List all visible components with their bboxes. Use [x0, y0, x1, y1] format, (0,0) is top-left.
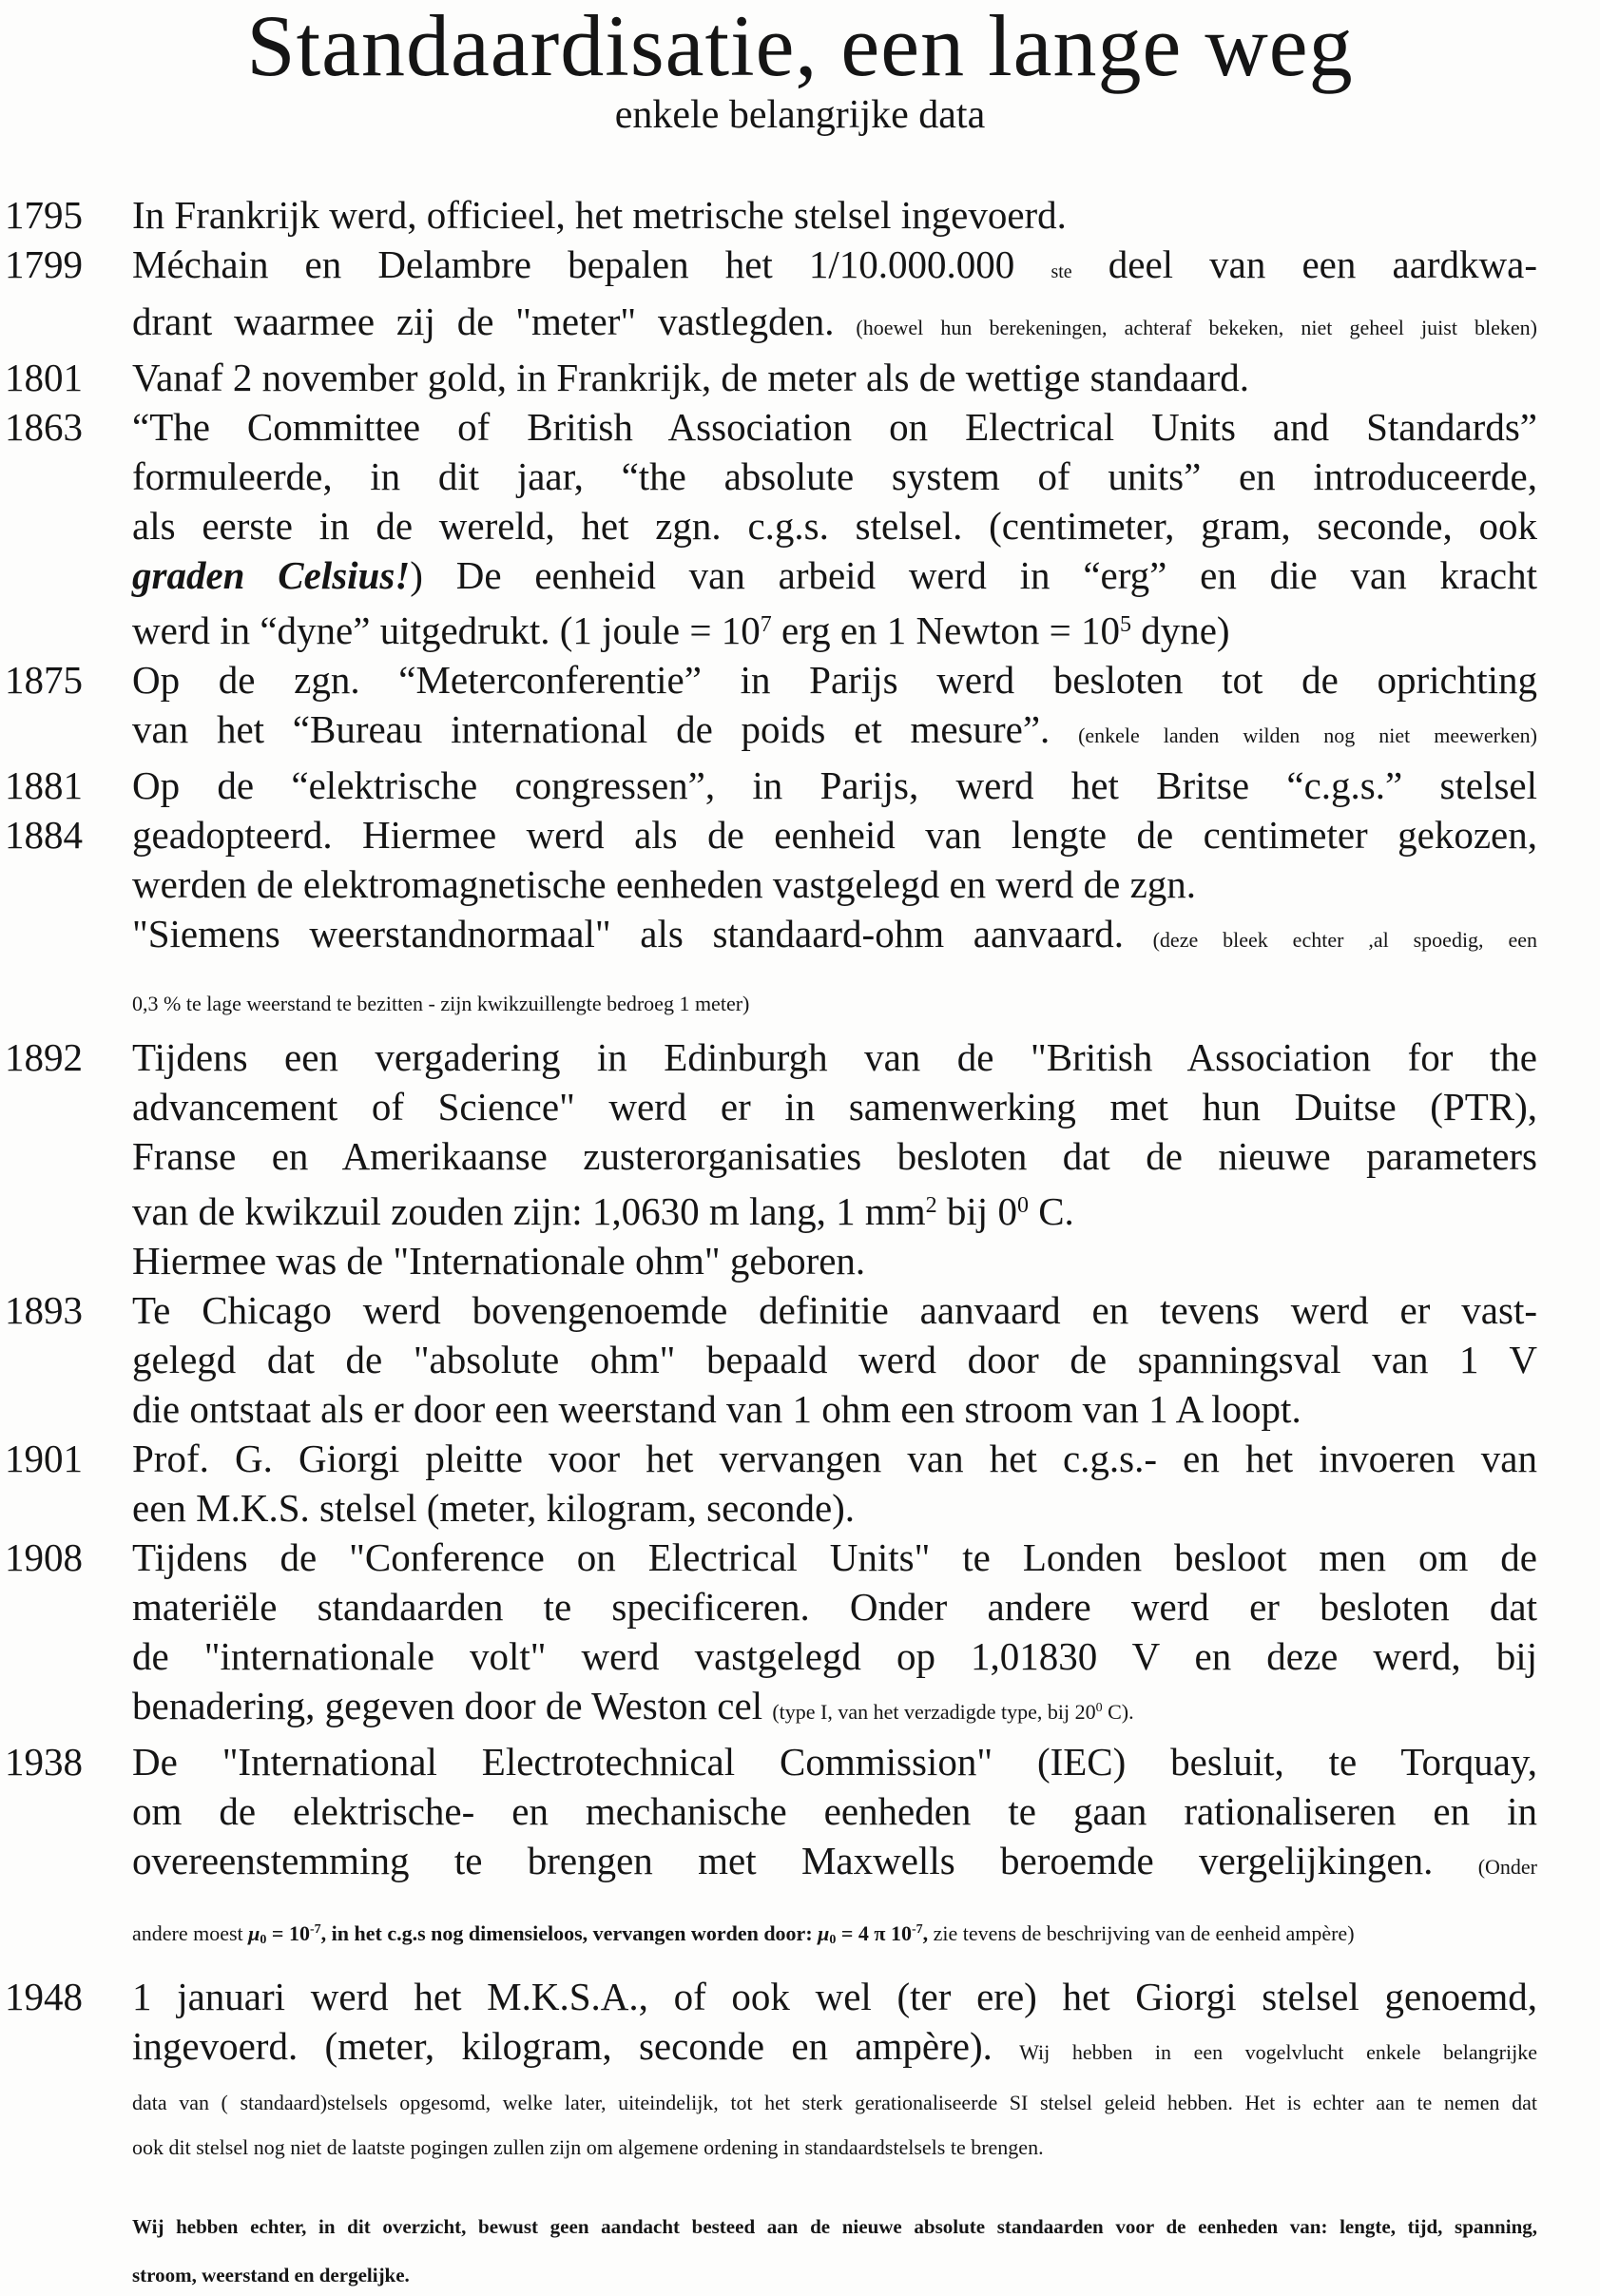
- timeline-line: [0, 2077, 1600, 2122]
- timeline-entry-1893: [0, 1285, 1600, 1335]
- year-label: [0, 1082, 132, 1131]
- text-segment: C.: [1028, 1189, 1074, 1234]
- timeline-line: [0, 297, 1600, 353]
- year-label: 1881: [5, 763, 83, 808]
- year-label: [0, 976, 132, 1025]
- text-segment: (Onder: [1477, 1855, 1537, 1880]
- document-header: [0, 0, 1600, 137]
- year-label: [0, 2248, 132, 2296]
- text-segment: deel van een aardkwa-: [1071, 242, 1538, 287]
- text-segment: gelegd dat de "absolute ohm" bepaald werd door de spanningsval van 1 V: [132, 1338, 1537, 1382]
- year-label: [0, 1582, 132, 1631]
- line-text: [132, 2248, 1600, 2296]
- timeline-entry-1938: [0, 1737, 1600, 1786]
- year-label: 1948: [5, 1975, 83, 2019]
- line-text: [132, 1972, 1600, 2021]
- year-label: 1893: [5, 1288, 83, 1333]
- text-segment: dyne): [1130, 608, 1230, 653]
- timeline-entry-1881: [0, 761, 1600, 810]
- text-segment: ook dit stelsel nog niet de laatste pogingen zullen zijn om algemene ordening in standaardstelsels te brengen.: [132, 2135, 1044, 2160]
- text-segment: C).: [1102, 1700, 1134, 1725]
- line-text: [132, 190, 1600, 240]
- year-label: [0, 859, 132, 909]
- text-segment: die ontstaat als er door een weerstand van 1 ohm een stroom van 1 A loopt.: [132, 1387, 1301, 1432]
- year-label: 1801: [5, 356, 83, 400]
- year-label: [0, 1131, 132, 1181]
- line-text: [132, 1483, 1600, 1533]
- text-segment: bij 0: [936, 1189, 1017, 1234]
- line-text: [132, 2021, 1600, 2077]
- year-label: 1892: [5, 1035, 83, 1080]
- timeline-line: [0, 600, 1600, 655]
- timeline-line: [0, 2199, 1600, 2248]
- text-segment: erg en 1 Newton = 10: [771, 608, 1120, 653]
- text-segment: “The Committee of British Association on Electrical Units and Standards”: [132, 405, 1537, 450]
- text-segment: Tijdens de "Conference on Electrical Units" te Londen besloot men om de: [132, 1535, 1537, 1580]
- text-segment: drant waarmee zij de "meter" vastlegden.: [132, 299, 857, 344]
- text-segment: werden de elektromagnetische eenheden vastgelegd en werd de zgn.: [132, 862, 1197, 907]
- text-segment: = 4 π 10: [836, 1921, 912, 1946]
- text-segment: Prof. G. Giorgi pleitte voor het vervangen van het c.g.s.- en het invoeren van: [132, 1437, 1537, 1481]
- text-segment: 0,3 % te lage weerstand te bezitten - zijn kwikzuillengte bedroeg 1 meter): [132, 992, 750, 1016]
- text-segment: De "International Electrotechnical Commission" (IEC) besluit, te Torquay,: [132, 1740, 1537, 1785]
- timeline-line: [0, 1582, 1600, 1631]
- year-label: [0, 1236, 132, 1285]
- text-segment: , in het c.g.s nog dimensieloos, vervangen worden door:: [320, 1921, 819, 1946]
- timeline-line: [0, 909, 1600, 965]
- timeline-entry-1801: [0, 353, 1600, 402]
- text-segment: (hoewel hun berekeningen, achteraf bekeken, niet geheel juist bleken): [856, 316, 1538, 340]
- text-segment: Te Chicago werd bovengenoemde definitie aanvaard en tevens werd er vast-: [132, 1288, 1537, 1333]
- timeline-line: [0, 1335, 1600, 1384]
- text-segment: -7: [911, 1922, 923, 1938]
- text-segment: Méchain en Delambre bepalen het 1/10.000.000: [132, 242, 1051, 287]
- year-label: [0, 1631, 132, 1681]
- line-text: [132, 810, 1600, 859]
- line-text: [132, 1681, 1600, 1737]
- timeline-entry-1901: [0, 1434, 1600, 1483]
- text-segment: 5: [1119, 612, 1131, 638]
- text-segment: graden Celsius!: [132, 553, 411, 598]
- text-segment: geadopteerd. Hiermee werd als de eenheid van lengte de centimeter gekozen,: [132, 813, 1537, 858]
- line-text: [132, 1285, 1600, 1335]
- text-segment: om de elektrische- en mechanische eenheden te gaan rationaliseren en in: [132, 1789, 1537, 1834]
- year-label: [0, 1335, 132, 1384]
- timeline-line: [0, 1384, 1600, 1434]
- text-segment: als eerste in de wereld, het zgn. c.g.s. stelsel. (centimeter, gram, seconde, ook: [132, 504, 1537, 549]
- year-label: 1863: [5, 405, 83, 450]
- text-segment: 0: [829, 1933, 837, 1948]
- text-segment: Franse en Amerikaanse zusterorganisaties besloten dat de nieuwe parameters: [132, 1134, 1537, 1179]
- text-segment: materiële standaarden te specificeren. Onder andere werd er besloten dat: [132, 1585, 1537, 1630]
- line-text: [132, 704, 1600, 761]
- year-label: [0, 1483, 132, 1533]
- timeline-line: [0, 2122, 1600, 2167]
- line-text: [132, 1582, 1600, 1631]
- text-segment: andere moest: [132, 1921, 249, 1946]
- line-text: [132, 1335, 1600, 1384]
- year-label: [0, 1681, 132, 1737]
- text-segment: In Frankrijk werd, officieel, het metrische stelsel ingevoerd.: [132, 193, 1067, 238]
- line-text: [132, 297, 1600, 353]
- timeline-line: [0, 1631, 1600, 1681]
- line-text: [132, 909, 1600, 965]
- line-text: [132, 2077, 1600, 2122]
- text-segment: benadering, gegeven door de Weston cel: [132, 1684, 773, 1728]
- year-label: [0, 2199, 132, 2248]
- text-segment: van het “Bureau international de poids et mesure”.: [132, 707, 1079, 752]
- year-label: [0, 1384, 132, 1434]
- year-label: [0, 2122, 132, 2167]
- timeline-line: [0, 1836, 1600, 1892]
- line-text: [132, 1181, 1600, 1236]
- text-segment: (enkele landen wilden nog niet meewerken): [1078, 724, 1538, 748]
- line-text: [132, 976, 1600, 1025]
- timeline-line: [0, 2021, 1600, 2077]
- line-text: [132, 353, 1600, 402]
- text-segment: -7: [309, 1922, 321, 1938]
- page-subtitle: enkele belangrijke data: [614, 92, 986, 137]
- timeline-entry-1908: [0, 1533, 1600, 1582]
- year-label: [0, 1786, 132, 1836]
- text-segment: werd in “dyne” uitgedrukt. (1 joule = 10: [132, 608, 761, 653]
- text-segment: Op de zgn. “Meterconferentie” in Parijs werd besloten tot de oprichting: [132, 658, 1537, 703]
- timeline-entry-1795: [0, 190, 1600, 240]
- text-segment: data van ( standaard)stelsels opgesomd, welke later, uiteindelijk, tot het sterk gerationaliseerde SI stelsel geleid hebben. Het is echter aan te nemen dat: [132, 2091, 1537, 2115]
- line-text: [132, 402, 1600, 452]
- year-label: [0, 501, 132, 550]
- line-text: [132, 1434, 1600, 1483]
- line-text: [132, 2199, 1600, 2248]
- timeline-line: [0, 1483, 1600, 1533]
- text-segment: μ: [248, 1921, 260, 1946]
- line-text: [132, 1082, 1600, 1131]
- text-segment: 0: [1016, 1193, 1029, 1219]
- text-segment: Op de “elektrische congressen”, in Parijs, werd het Britse “c.g.s.” stelsel: [132, 763, 1537, 808]
- timeline-line: [0, 1681, 1600, 1737]
- text-segment: zie tevens de beschrijving van de eenheid ampère): [928, 1921, 1355, 1946]
- year-label: 1875: [5, 658, 83, 703]
- timeline-line: [0, 1181, 1600, 1236]
- text-segment: Vanaf 2 november gold, in Frankrijk, de meter als de wettige standaard.: [132, 356, 1249, 400]
- text-segment: 2: [925, 1193, 937, 1219]
- timeline-line: [0, 976, 1600, 1025]
- timeline-entry-1892: [0, 1032, 1600, 1082]
- line-text: [132, 761, 1600, 810]
- timeline-entry-1884: [0, 810, 1600, 859]
- line-text: [132, 1786, 1600, 1836]
- text-segment: overeenstemming te brengen met Maxwells beroemde vergelijkingen.: [132, 1839, 1478, 1883]
- year-label: 1795: [5, 193, 83, 238]
- text-segment: stroom, weerstand en dergelijke.: [132, 2264, 410, 2287]
- text-segment: de "internationale volt" werd vastgelegd op 1,01830 V en deze werd, bij: [132, 1634, 1537, 1679]
- text-segment: = 10: [266, 1921, 310, 1946]
- year-label: [0, 1836, 132, 1892]
- timeline-line: [0, 2248, 1600, 2296]
- text-segment: 0: [260, 1933, 267, 1948]
- year-label: [0, 600, 132, 655]
- year-label: [0, 1905, 132, 1962]
- text-segment: ) De eenheid van arbeid werd in “erg” en die van kracht: [410, 553, 1537, 598]
- text-segment: (type I, van het verzadigde type, bij 20: [772, 1700, 1096, 1725]
- year-label: [0, 297, 132, 353]
- text-segment: 0: [1095, 1701, 1103, 1716]
- text-segment: (deze bleek echter ,al spoedig, een: [1152, 928, 1537, 953]
- timeline-line: [0, 1905, 1600, 1962]
- line-text: [132, 600, 1600, 655]
- text-segment: ingevoerd. (meter, kilogram, seconde en ampère).: [132, 2024, 1020, 2069]
- line-text: [132, 1631, 1600, 1681]
- text-segment: een M.K.S. stelsel (meter, kilogram, seconde).: [132, 1486, 856, 1531]
- timeline-line: [0, 452, 1600, 501]
- line-text: [132, 452, 1600, 501]
- timeline-entry-1875: [0, 655, 1600, 704]
- line-text: [132, 859, 1600, 909]
- year-label: 1908: [5, 1535, 83, 1580]
- line-text: [132, 1384, 1600, 1434]
- text-segment: 7: [760, 612, 772, 638]
- text-segment: van de kwikzuil zouden zijn: 1,0630 m lang, 1 mm: [132, 1189, 926, 1234]
- timeline-line: [0, 1236, 1600, 1285]
- line-text: [132, 501, 1600, 550]
- timeline-entry-1863: [0, 402, 1600, 452]
- timeline-line: [0, 550, 1600, 600]
- year-label: [0, 2021, 132, 2077]
- line-text: [132, 655, 1600, 704]
- line-text: [132, 1836, 1600, 1892]
- text-segment: "Siemens weerstandnormaal" als standaard-ohm aanvaard.: [132, 912, 1153, 956]
- line-text: [132, 1236, 1600, 1285]
- text-segment: μ: [818, 1921, 830, 1946]
- text-segment: Wij hebben in een vogelvlucht enkele belangrijke: [1019, 2040, 1537, 2065]
- timeline-line: [0, 1131, 1600, 1181]
- timeline-line: [0, 501, 1600, 550]
- text-segment: ste: [1051, 261, 1072, 283]
- year-label: [0, 2077, 132, 2122]
- line-text: [132, 1131, 1600, 1181]
- year-label: 1884: [5, 813, 83, 858]
- line-text: [132, 1032, 1600, 1082]
- year-label: [0, 452, 132, 501]
- line-text: [132, 550, 1600, 600]
- line-text: [132, 1737, 1600, 1786]
- timeline-line: [0, 1786, 1600, 1836]
- year-label: [0, 1181, 132, 1236]
- timeline-entry-1799: [0, 240, 1600, 297]
- text-segment: formuleerde, in dit jaar, “the absolute system of units” en introduceerde,: [132, 454, 1537, 499]
- line-text: [132, 1533, 1600, 1582]
- text-segment: Wij hebben echter, in dit overzicht, bewust geen aandacht besteed aan de nieuwe absolute standaarden voor de eenheden van: lengte, tijd, spanning,: [132, 2215, 1537, 2239]
- text-segment: advancement of Science" werd er in samenwerking met hun Duitse (PTR),: [132, 1085, 1537, 1129]
- timeline-line: [0, 1082, 1600, 1131]
- timeline-entry-1948: [0, 1972, 1600, 2021]
- year-label: 1799: [5, 242, 83, 287]
- year-label: 1938: [5, 1740, 83, 1785]
- text-segment: Tijdens een vergadering in Edinburgh van de "British Association for the: [132, 1035, 1537, 1080]
- timeline-line: [0, 859, 1600, 909]
- timeline: [0, 190, 1600, 2296]
- text-segment: ,: [922, 1921, 929, 1946]
- timeline-line: [0, 704, 1600, 761]
- line-text: [132, 240, 1600, 297]
- page-title: Standaardisatie, een lange weg: [246, 0, 1354, 94]
- year-label: [0, 909, 132, 965]
- year-label: [0, 550, 132, 600]
- year-label: 1901: [5, 1437, 83, 1481]
- text-segment: Hiermee was de "Internationale ohm" geboren.: [132, 1239, 866, 1283]
- year-label: [0, 704, 132, 761]
- text-segment: 1 januari werd het M.K.S.A., of ook wel (ter ere) het Giorgi stelsel genoemd,: [132, 1975, 1537, 2019]
- line-text: [132, 2122, 1600, 2167]
- line-text: [132, 1905, 1600, 1962]
